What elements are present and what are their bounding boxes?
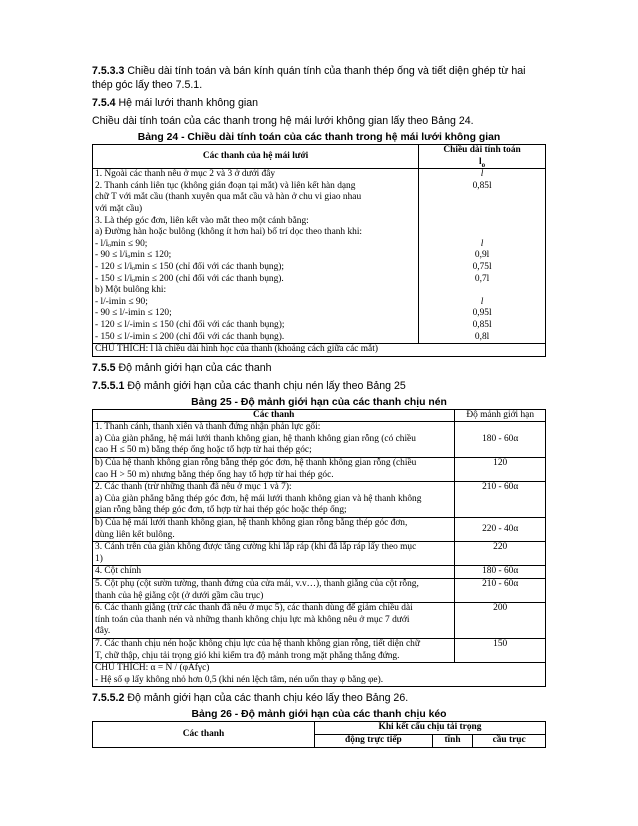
table25-row-value: 220 — [455, 542, 546, 566]
table-row — [93, 603, 546, 639]
table-24 — [92, 144, 546, 357]
table24-value — [421, 192, 543, 204]
table24-value: 0,85l — [472, 180, 492, 191]
section-text: Độ mảnh giới hạn của các thanh chịu nén lấy theo Bảng 25 — [124, 379, 406, 392]
table25-note: CHÚ THÍCH: α = N / (φAfγc) - Hệ số φ lấy không nhỏ hơn 0,5 (khi nén lệch tâm, nén uốn thay φ bằng φe). — [93, 663, 546, 687]
section-text: Chiều dài tính toán và bán kính quán tính của thanh thép ống và tiết diện ghép từ hai thép góc lấy theo 7.5.1. — [92, 65, 526, 91]
table-row — [93, 518, 546, 542]
table24-line: - 90 ≤ l/iₒmin ≤ 120; — [95, 250, 172, 261]
table-26 — [92, 721, 546, 747]
paragraph-7-5-3-3 — [92, 64, 546, 92]
table24-line: - l/iₒmin ≤ 90; — [95, 238, 148, 249]
table24-value: l — [480, 169, 484, 180]
table24-value: 0,7l — [474, 273, 490, 284]
table25-row-text: 1. Thanh cánh, thanh xiên và thanh đứng nhận phản lực gối: a) Của giàn phẳng, hệ mái lưới thanh không gian, hệ thanh không gian rỗng (có chiều cao H ≤ 50 m) bằng thép ống hoặc tổ hợp từ hai thép góc; — [93, 422, 455, 458]
table24-value: 0,75l — [472, 261, 492, 272]
table24-line: - 120 ≤ l/iₒmin ≤ 150 (chỉ đối với các thanh bụng); — [95, 261, 285, 272]
table25-row-value: 210 - 60α — [455, 579, 546, 603]
table24-line: 2. Thanh cánh liên tục (không gián đoạn tại mắt) và liên kết hàn dạng — [95, 180, 356, 191]
paragraph-7-5-5-1 — [92, 379, 546, 393]
table25-row-value: 180 - 60α — [455, 422, 546, 458]
table26-header-static: tĩnh — [432, 734, 472, 747]
table25-row-value: 210 - 60α — [455, 482, 546, 518]
table25-row-text: 3. Cánh trên của giàn không được tăng cường khi lắp ráp (khi đã lắp ráp lấy theo mục 1) — [93, 542, 455, 566]
table24-line: - 120 ≤ l/-imin ≤ 150 (chỉ đối với các thanh bụng); — [95, 319, 285, 330]
table24-value: l — [480, 238, 484, 249]
table25-row-text: 5. Cột phụ (cột sườn tường, thanh đứng của cửa mái, v.v…), thanh giằng của cột rỗng, thanh của hệ giằng cột (ở dưới gầm cầu trục) — [93, 579, 455, 603]
section-number: 7.5.3.3 — [92, 65, 125, 77]
table-row — [93, 566, 546, 579]
table24-line: chữ T với mắt cầu (thanh xuyên qua mắt cầu và hàn ở chu vi giao nhau — [95, 192, 362, 203]
table26-header-dynamic: động trực tiếp — [314, 734, 432, 747]
table24-value — [421, 216, 543, 228]
table25-header-col2: Độ mảnh giới hạn — [455, 409, 546, 422]
table24-header-col1: Các thanh của hệ mái lưới — [93, 145, 419, 169]
table25-row-text: 2. Các thanh (trừ những thanh đã nêu ở mục 1 và 7): a) Của giàn phẳng bằng thép góc đơn, hệ mái lưới thanh không gian và hệ thanh không gian rỗng bằng thép góc đơn, tổ hợp từ hai thép góc hoặc thép ống; — [93, 482, 455, 518]
section-number: 7.5.5.2 — [92, 692, 125, 705]
heading-7-5-4 — [92, 96, 546, 110]
table24-line: - 90 ≤ l/-imin ≤ 120; — [95, 308, 172, 319]
table26-header-col1: Các thanh — [93, 722, 315, 747]
table24-value — [421, 204, 543, 216]
table24-value: 0,95l — [472, 308, 492, 319]
table24-line: a) Đường hàn hoặc bulông (không ít hơn hai) bố trí dọc theo thanh khi: — [95, 227, 363, 238]
table24-line: - 150 ≤ l/-imin ≤ 200 (chỉ đối với các thanh bụng). — [95, 331, 285, 342]
table24-value: l — [480, 296, 484, 307]
section-number: 7.5.5 — [92, 361, 116, 374]
table24-value — [421, 227, 543, 239]
table-row — [93, 458, 546, 482]
table24-caption: Bảng 24 - Chiều dài tính toán của các thanh trong hệ mái lưới không gian — [137, 132, 501, 143]
paragraph-7-5-4-body: Chiều dài tính toán của các thanh trong hệ mái lưới không gian lấy theo Bảng 24. — [92, 115, 474, 127]
table25-caption: Bảng 25 - Độ mảnh giới hạn của các thanh chịu nén — [191, 396, 447, 408]
section-number: 7.5.4 — [92, 97, 116, 109]
table24-left-cell — [93, 169, 419, 344]
table24-line: b) Một bulông khi: — [95, 285, 167, 296]
section-title: Độ mảnh giới hạn của các thanh — [115, 361, 272, 374]
table25-row-value: 120 — [455, 458, 546, 482]
table25-row-text: 7. Các thanh chịu nén hoặc không chịu lực của hệ thanh không gian rỗng, tiết diện chữ T, chữ thập, chịu tải trọng gió khi kiểm tra độ mảnh trong mặt phẳng thẳng đứng. — [93, 638, 455, 662]
table24-value: 0,85l — [472, 319, 492, 330]
table-25 — [92, 409, 546, 688]
table-row — [93, 482, 546, 518]
table25-header-col1: Các thanh — [93, 409, 455, 422]
header-symbol: l — [479, 156, 482, 167]
table24-line: - 150 ≤ l/iₒmin ≤ 200 (chỉ đối với các thanh bụng). — [95, 273, 284, 284]
table24-value: 0,8l — [474, 331, 490, 342]
document-page — [92, 64, 546, 748]
table24-right-cell — [419, 169, 546, 344]
table24-header-col2: Chiều dài tính toán $l_o$ — [419, 145, 546, 169]
table26-header-group: Khi kết cấu chịu tải trọng — [314, 722, 545, 735]
table25-row-value: 180 - 60α — [455, 566, 546, 579]
table25-row-text: 6. Các thanh giằng (trừ các thanh đã nêu ở mục 5), các thanh dùng để giảm chiều dài tính toán của thanh nén và những thanh không chịu lực mà không nêu ở mục 7 dưới đây. — [93, 603, 455, 639]
table25-row-text: 4. Cột chính — [93, 566, 455, 579]
section-text: Độ mảnh giới hạn của các thanh chịu kéo lấy theo Bảng 26. — [124, 692, 409, 705]
paragraph-7-5-5-2 — [92, 691, 546, 705]
table25-row-value: 220 - 40α — [455, 518, 546, 542]
section-title: Hệ mái lưới thanh không gian — [115, 97, 258, 109]
table25-row-value: 200 — [455, 603, 546, 639]
table25-row-value: 150 — [455, 638, 546, 662]
table24-line: 3. Là thép góc đơn, liên kết vào mắt theo một cánh bằng: — [95, 215, 309, 226]
table-row — [93, 579, 546, 603]
table24-value: 0,9l — [474, 250, 490, 261]
header-subscript: o — [481, 160, 486, 169]
table24-line: - l/-imin ≤ 90; — [95, 296, 148, 307]
table24-note: CHÚ THÍCH: l là chiều dài hình học của thanh (khoảng cách giữa các mắt) — [93, 344, 546, 357]
table-row — [93, 422, 546, 458]
table24-line: với mặt cầu) — [95, 203, 143, 214]
table25-row-text: b) Của hệ thanh không gian rỗng bằng thép góc đơn, hệ thanh không gian rỗng (chiều cao H > 50 m) nhưng bằng thép ống hay tổ hợp từ hai thép góc. — [93, 458, 455, 482]
section-number: 7.5.5.1 — [92, 379, 125, 392]
table26-header-crane: cầu trục — [473, 734, 546, 747]
table24-value — [421, 285, 543, 297]
table-row — [93, 542, 546, 566]
heading-7-5-5 — [92, 361, 546, 375]
table-row — [93, 638, 546, 662]
table24-line: 1. Ngoài các thanh nêu ở mục 2 và 3 ở dưới đây — [95, 169, 276, 180]
table26-caption: Bảng 26 - Độ mảnh giới hạn của các thanh chịu kéo — [191, 709, 447, 721]
table25-row-text: b) Của hệ mái lưới thanh không gian, hệ thanh không gian rỗng bằng thép góc đơn, dùng liên kết bulông. — [93, 518, 455, 542]
